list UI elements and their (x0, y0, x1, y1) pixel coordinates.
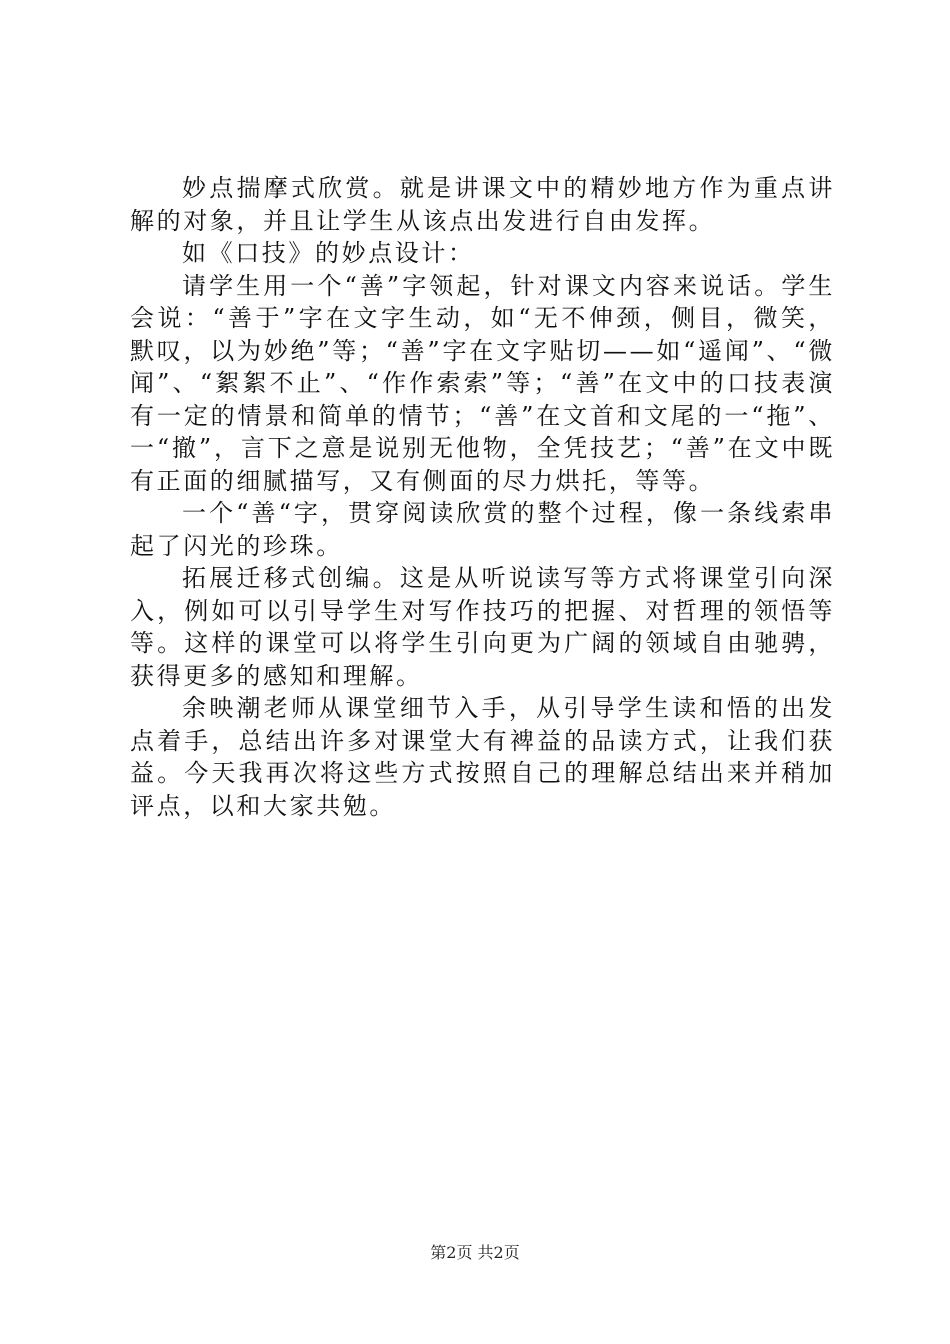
paragraph-3: 请学生用一个“善”字领起，针对课文内容来说话。学生会说：“善于”字在文字生动，如“无不伸颈，侧目，微笑，默叹，以为妙绝”等；“善”字在文字贴切——如“遥闻”、“微闻”、“絮絮不止”、“作作索索”等；“善”在文中的口技表演有一定的情景和简单的情节；“善”在文首和文尾的一“拖”、一“撤”，言下之意是说别无他物，全凭技艺；“善”在文中既有正面的细腻描写，又有侧面的尽力烘托，等等。 (130, 271, 835, 495)
paragraph-6: 余映潮老师从课堂细节入手，从引导学生读和悟的出发点着手，总结出许多对课堂大有裨益的品读方式，让我们获益。今天我再次将这些方式按照自己的理解总结出来并稍加评点，以和大家共勉。 (130, 694, 835, 820)
paragraph-1: 妙点揣摩式欣赏。就是讲课文中的精妙地方作为重点讲解的对象，并且让学生从该点出发进行自由发挥。 (130, 174, 835, 235)
page-number-footer: 第2页 共2页 (430, 1243, 520, 1262)
paragraph-4: 一个“善“字，贯穿阅读欣赏的整个过程，像一条线索串起了闪光的珍珠。 (130, 499, 835, 560)
document-body (130, 172, 835, 822)
paragraph-2: 如《口技》的妙点设计： (182, 239, 475, 267)
paragraph-5: 拓展迁移式创编。这是从听说读写等方式将课堂引向深入，例如可以引导学生对写作技巧的把握、对哲理的领悟等等。这样的课堂可以将学生引向更为广阔的领域自由驰骋，获得更多的感知和理解。 (130, 564, 835, 690)
